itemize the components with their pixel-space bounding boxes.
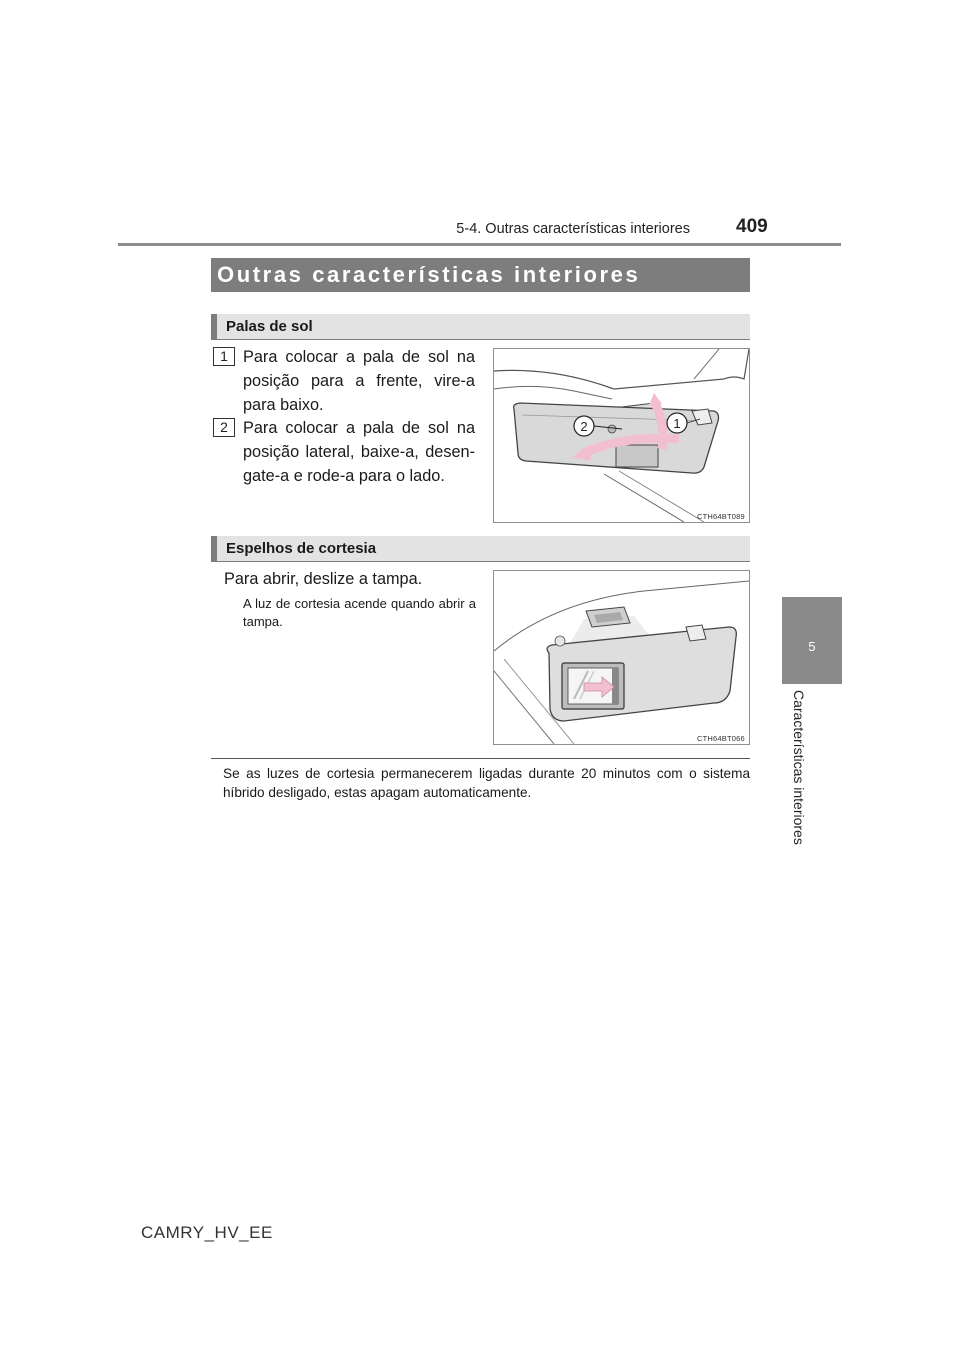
callout-2: 2 [580,419,588,434]
vanity-mirror-drawing [494,571,749,744]
section-banner: Outras características interiores [211,258,750,292]
chapter-number: 5 [808,639,816,654]
callout-1: 1 [673,416,681,431]
figure-code-1: CTH64BT089 [697,512,745,521]
subheading-vanity-mirrors: Espelhos de cortesia [211,536,750,561]
sun-visor-drawing [494,349,749,522]
chapter-tab [782,597,842,684]
chapter-title-vertical: Características interiores [791,690,807,845]
step-text-2: Para colocar a pala de sol na posição lateral, baixe-a, desen-gate-a e rode-a para o lado. [243,419,475,485]
subheading-rule [211,561,750,562]
note-divider [211,758,750,759]
vanity-mirror-illustration [493,570,750,745]
page-number: 409 [736,216,768,237]
vanity-note: A luz de cortesia acende quando abrir a tampa. [243,596,476,629]
step-number-1: 1 [213,347,235,366]
header-section-title: 5-4. Outras características interiores [456,221,690,237]
step-text-1: Para colocar a pala de sol na posição para a frente, vire-a para baixo. [243,348,475,414]
footnote-text: Se as luzes de cortesia permanecerem ligadas durante 20 minutos com o sistema híbrido desligado, estas apagam automaticamente. [223,766,750,800]
vanity-instruction: Para abrir, deslize a tampa. [224,570,423,588]
header-rule [118,243,841,246]
step-number-2: 2 [213,418,235,437]
subheading-rule [211,339,750,340]
sun-visor-illustration [493,348,750,523]
footer-model-code: CAMRY_HV_EE [141,1223,273,1242]
subheading-sun-visors: Palas de sol [211,314,750,339]
figure-code-2: CTH64BT066 [697,734,745,743]
